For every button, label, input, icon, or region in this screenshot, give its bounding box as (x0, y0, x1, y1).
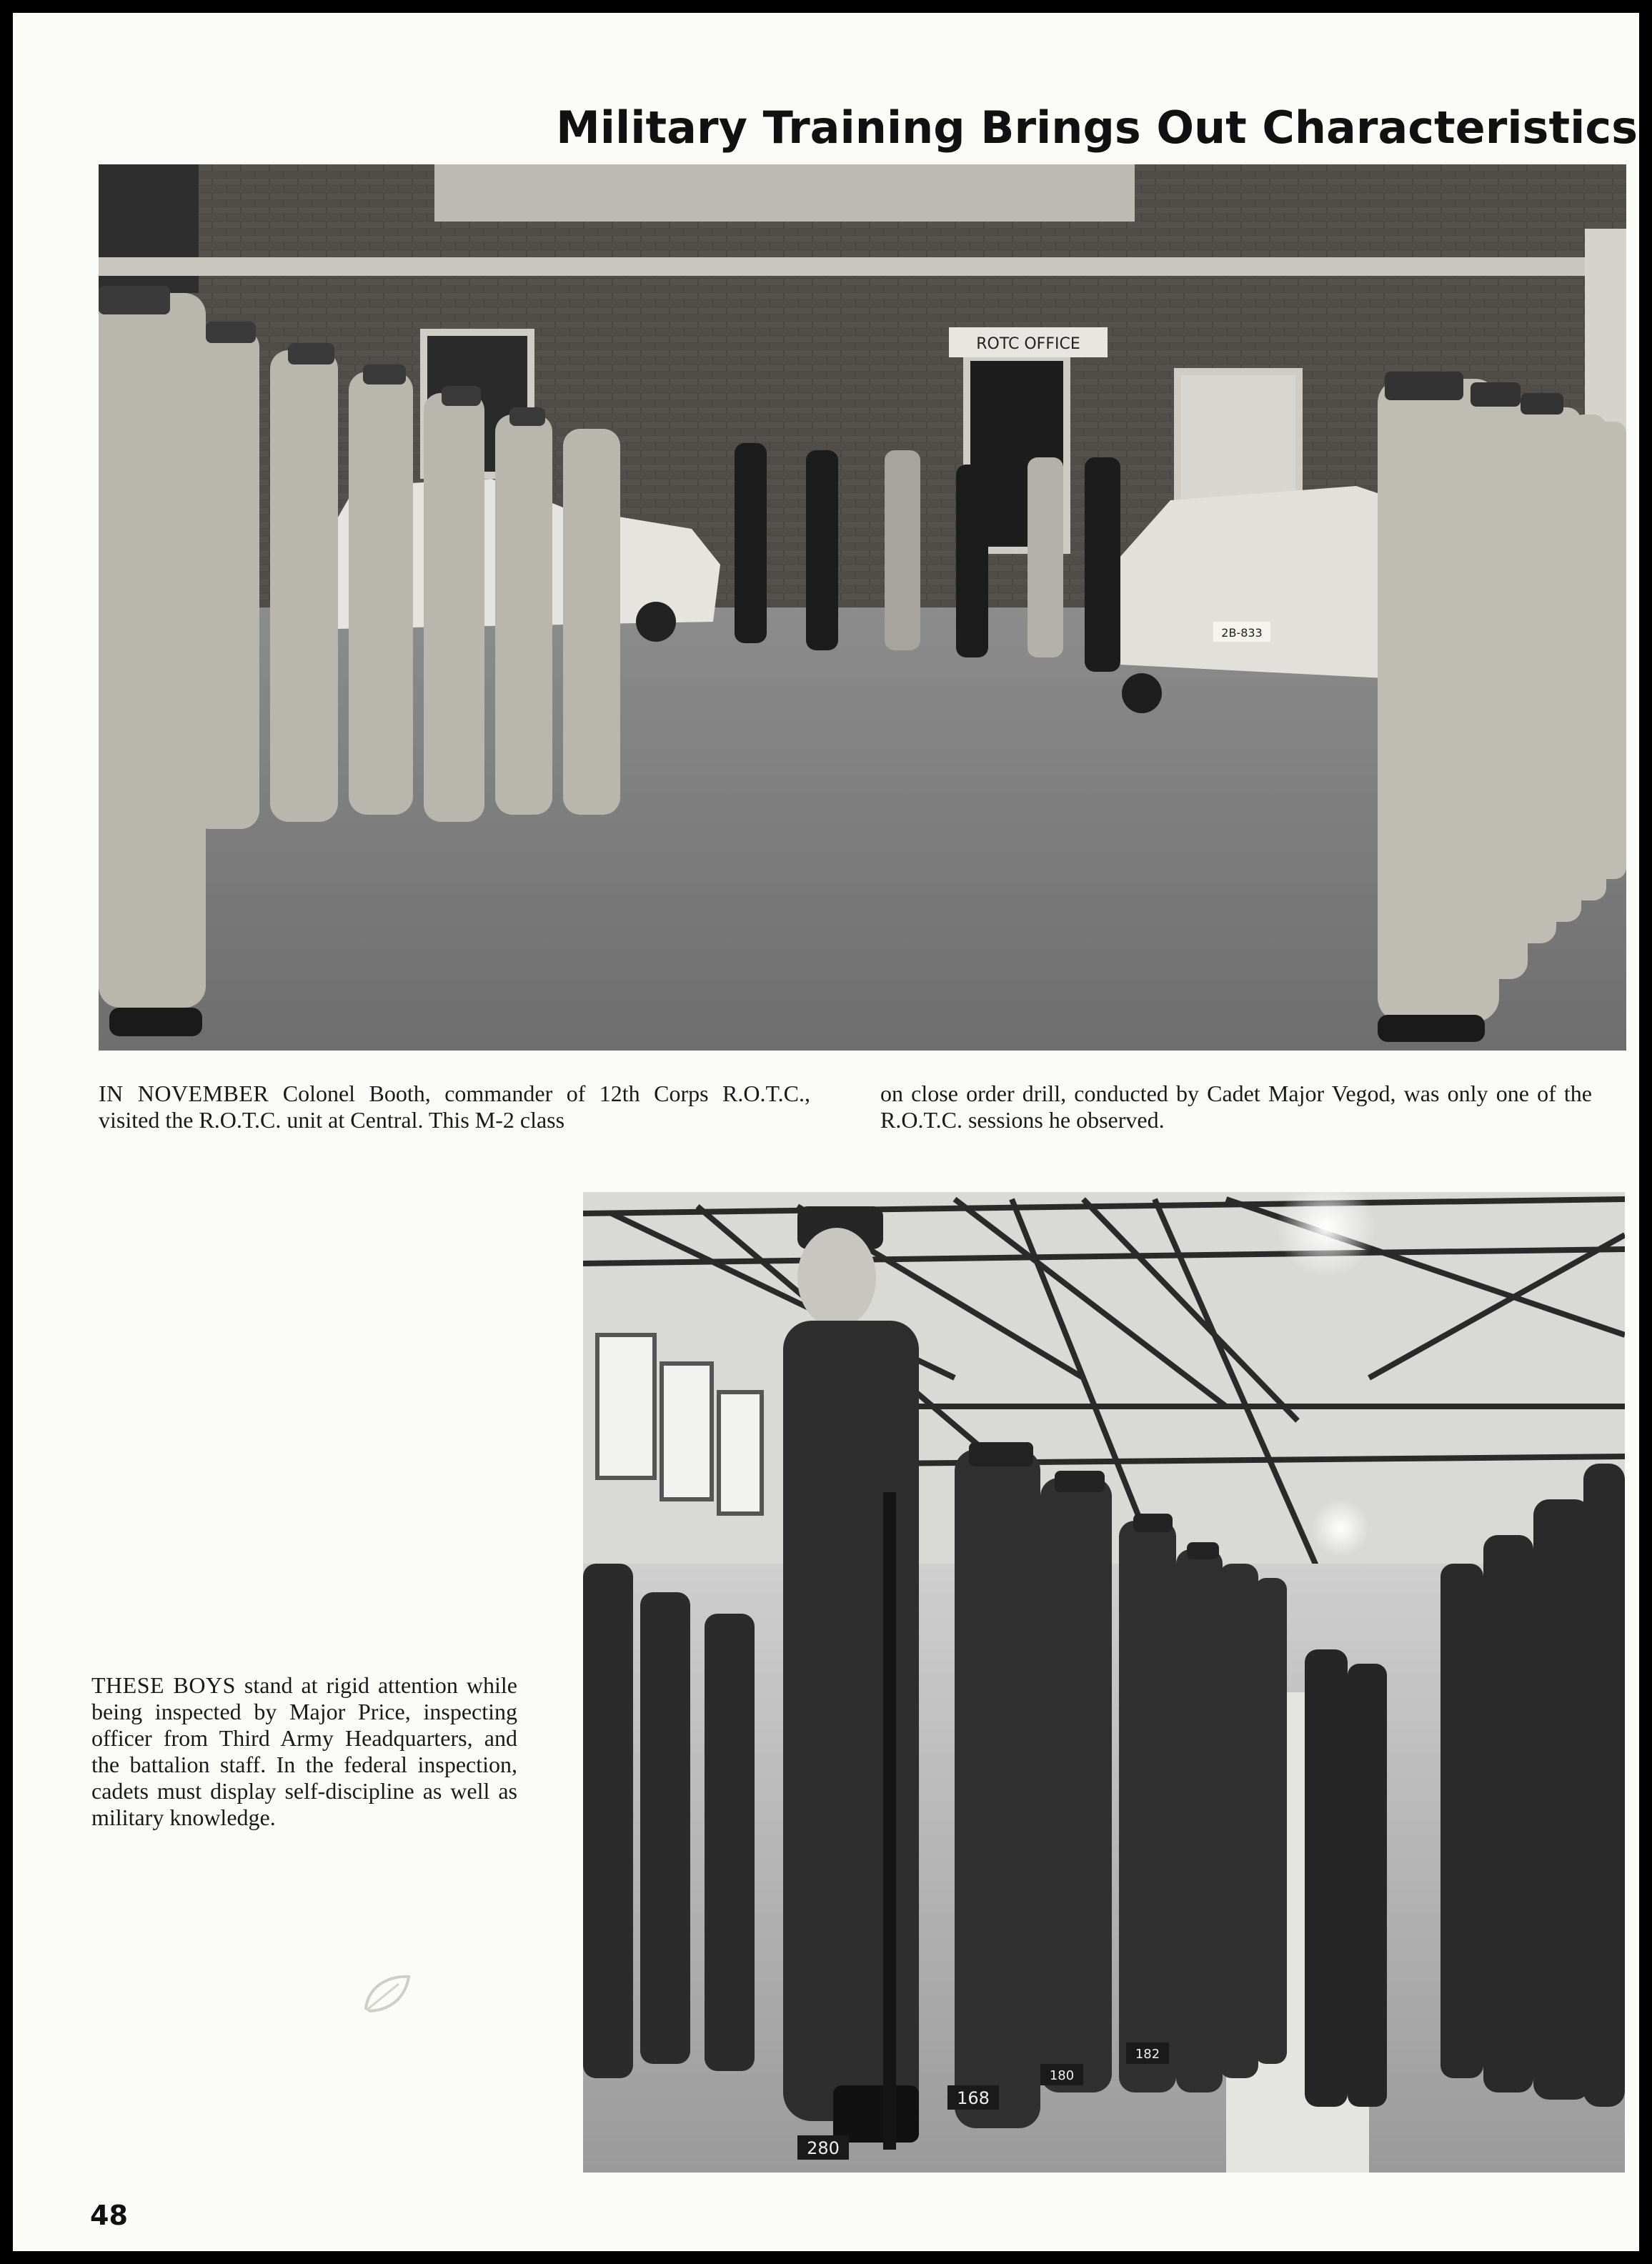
caption-lead-in: THESE BOYS (91, 1672, 236, 1698)
building-ledge (99, 257, 1626, 276)
plate-text: 2B-833 (1221, 626, 1263, 640)
rifle-number: 280 (807, 2138, 840, 2158)
top-photo-drawing (99, 164, 1626, 1051)
car-wheel (1122, 673, 1162, 713)
inspecting-officers (1305, 1649, 1387, 2107)
caption-lead-in: IN NOVEMBER (99, 1081, 269, 1106)
upper-windows (434, 164, 1135, 222)
car-wheel (636, 602, 676, 642)
caption-text: Colonel Booth, commander of 12th Corps R.O.T.C., visited the R.O.T.C. unit at Central. This M-2 class (99, 1081, 811, 1133)
bottom-photo-drawing (583, 1192, 1625, 2173)
cadets-left-background (583, 1564, 755, 2078)
top-caption-column-2: on close order drill, conducted by Cadet Major Vegod, was only one of the R.O.T.C. sessions he observed. (880, 1081, 1592, 1133)
page-number: 48 (90, 2200, 128, 2231)
sign-text: ROTC OFFICE (976, 335, 1080, 353)
top-caption-column-1 (99, 1081, 810, 1133)
caption-text: stand at rigid attention while being inspected by Major Price, inspecting officer from Third Army Headquarters, and the battalion staff. In the federal inspection, cadets must display self-discipline as well as military knowledge. (91, 1672, 518, 1830)
bottom-caption (91, 1672, 517, 1831)
rifle-number: 182 (1135, 2047, 1160, 2062)
top-photograph (99, 164, 1626, 1051)
page-title: Military Training Brings Out Characteristics (556, 101, 1638, 154)
yearbook-page (13, 13, 1639, 2251)
rifle-number: 168 (957, 2088, 990, 2108)
faint-leaf-mark (362, 1971, 413, 2014)
bottom-photograph (583, 1192, 1625, 2173)
foreground-cadet (783, 1206, 919, 2150)
ceiling-light (1312, 1499, 1369, 1556)
rifle-number: 180 (1049, 2068, 1075, 2083)
